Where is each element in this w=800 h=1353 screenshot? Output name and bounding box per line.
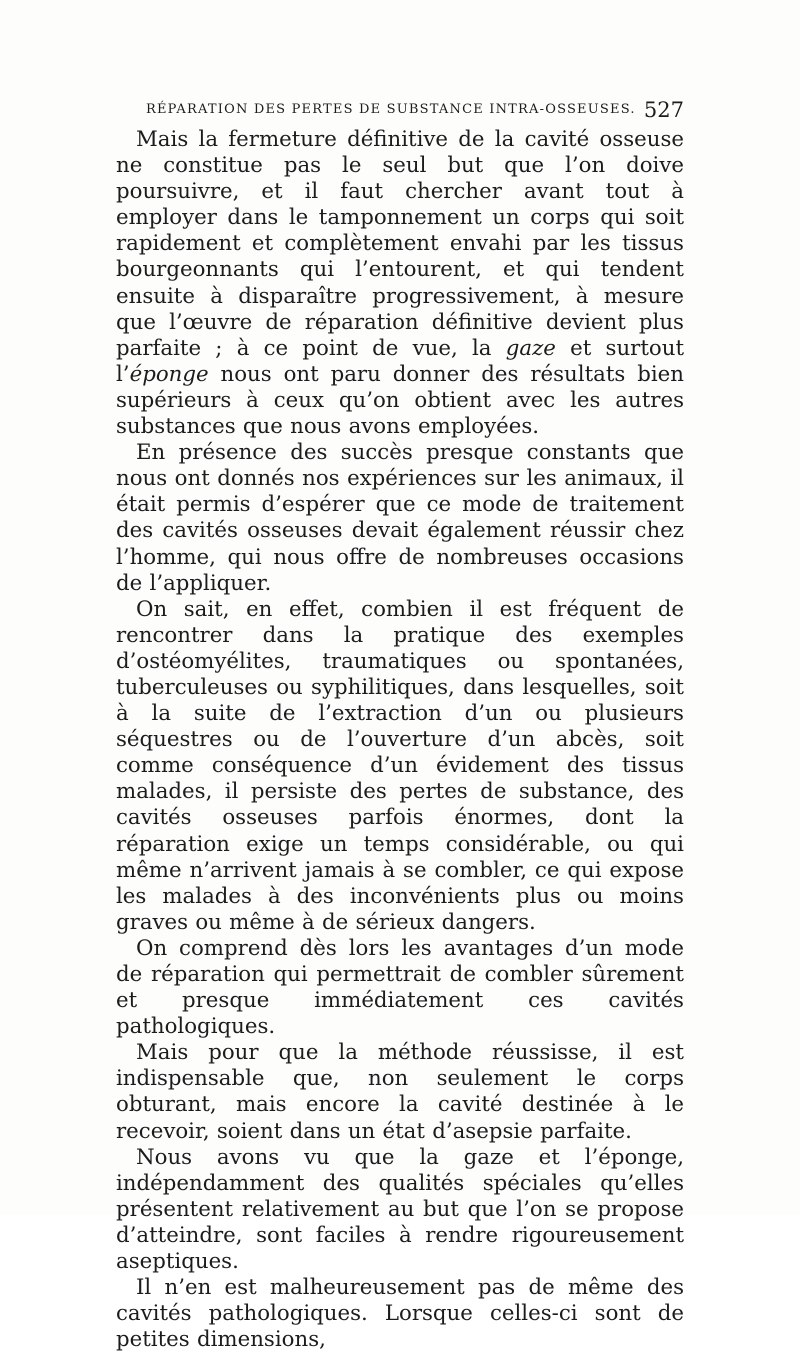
paragraph-4: On comprend dès lors les avantages d’un mode de réparation qui permettrait de combler sûrement et presque immédiatement ces cavités pathologiques. <box>116 935 684 1040</box>
body-text <box>116 127 684 1353</box>
italic-term-eponge: éponge <box>129 361 209 387</box>
paragraph-1 <box>116 127 684 440</box>
page-number: 527 <box>643 98 684 122</box>
running-title: RÉPARATION DES PERTES DE SUBSTANCE INTRA-OSSEUSES. <box>146 102 636 117</box>
paragraph-1-part-1: Mais la fermeture définitive de la cavité osseuse ne constitue pas le seul but que l’on doive poursuivre, et il faut chercher avant tout à employer dans le tamponnement un corps qui soit rapidement et complètement envahi par les tissus bourgeonnants qui l’entourent, et qui tendent ensuite à disparaître progressivement, à mesure que l’œuvre de réparation définitive devient plus parfaite ; à ce point de vue, la <box>116 127 684 361</box>
paragraph-7: Il n’en est malheureusement pas de même des cavités pathologiques. Lorsque celles-ci sont de petites dimensions, <box>116 1275 684 1353</box>
paragraph-5: Mais pour que la méthode réussisse, il est indispensable que, non seulement le corps obturant, mais encore la cavité destinée à le recevoir, soient dans un état d’asepsie parfaite. <box>116 1040 684 1144</box>
paragraph-1-part-3: nous ont paru donner des résultats bien supérieurs à ceux qu’on obtient avec les autres substances que nous avons employées. <box>116 361 684 440</box>
paragraph-2: En présence des succès presque constants que nous ont donnés nos expériences sur les animaux, il était permis d’espérer que ce mode de traitement des cavités osseuses devait également réussir chez l’homme, qui nous offre de nombreuses occasions de l’appliquer. <box>116 440 684 596</box>
running-header <box>146 98 684 122</box>
paragraph-3: On sait, en effet, combien il est fréquent de rencontrer dans la pratique des exemples d’ostéomyélites, traumatiques ou spontanées, tuberculeuses ou syphilitiques, dans lesquelles, soit à la suite de l’extraction d’un ou plusieurs séquestres ou de l’ouverture d’un abcès, soit comme conséquence d’un évidement des tissus malades, il persiste des pertes de substance, des cavités osseuses parfois énormes, dont la réparation exige un temps considérable, ou qui même n’arrivent jamais à se combler, ce qui expose les malades à des inconvénients plus ou moins graves ou même à de sérieux dangers. <box>116 596 684 935</box>
italic-term-gaze: gaze <box>505 335 556 361</box>
paragraph-6: Nous avons vu que la gaze et l’éponge, indépendamment des qualités spéciales qu’elles présentent relativement au but que l’on se propose d’atteindre, sont faciles à rendre rigoureusement aseptiques. <box>116 1144 684 1275</box>
paragraph-1-part-2: et surtout l’ <box>116 335 684 387</box>
